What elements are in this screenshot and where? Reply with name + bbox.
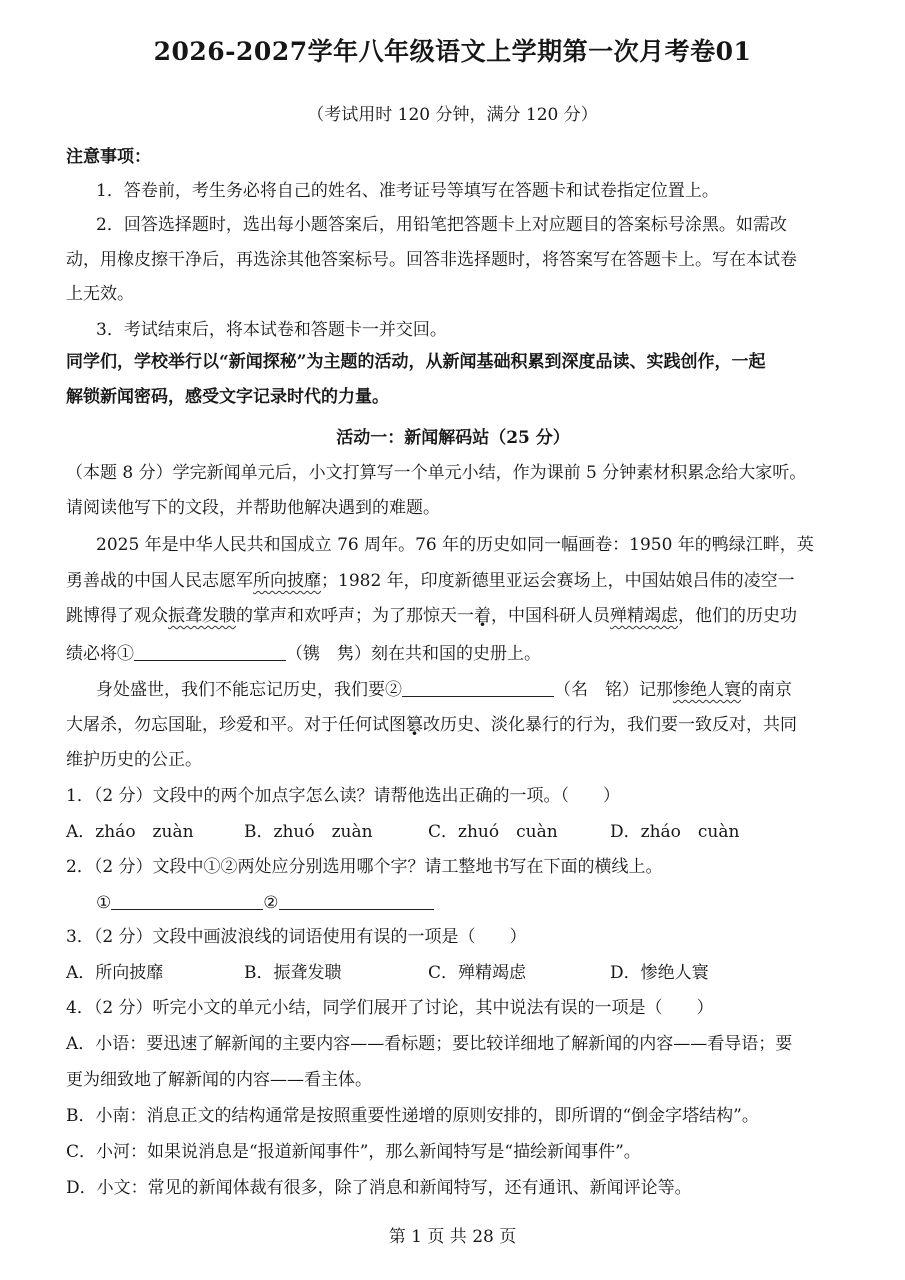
q2-mark-2: ② bbox=[263, 893, 279, 913]
notice-item-2-line-1: 2．回答选择题时，选出每小题答案后，用铅笔把答题卡上对应题目的答案标号涂黑。如需改 bbox=[96, 215, 787, 235]
q2-mark-1: ① bbox=[96, 893, 112, 913]
passage-text: 勇善战的中国人民志愿军 bbox=[66, 571, 253, 591]
q4-option-a-line-2[interactable]: 更为细致地了解新闻的内容——看主体。 bbox=[66, 1070, 372, 1090]
task-line-1: （本题 8 分）学完新闻单元后，小文打算写一个单元小结，作为课前 5 分钟素材积累念给大家听。 bbox=[66, 463, 807, 483]
passage-p2-line-3: 维护历史的公正。 bbox=[66, 750, 202, 770]
notice-item-3: 3．考试结束后，将本试卷和答题卡一并交回。 bbox=[96, 320, 447, 340]
q1-option-a[interactable]: A．zháo zuàn bbox=[66, 822, 194, 842]
passage-text: 改历史、淡化暴行的行为，我们要一致反对，共同 bbox=[423, 715, 797, 735]
passage-text: 的掌声和欢呼声；为了那惊天一 bbox=[236, 606, 474, 626]
passage-text: （名 铭）记那 bbox=[554, 680, 673, 700]
passage-text: 的南京 bbox=[741, 680, 792, 700]
wavy-word-danjingjielv: 殚精竭虑 bbox=[610, 606, 678, 626]
q3-option-d[interactable]: D．惨绝人寰 bbox=[610, 963, 709, 983]
question-1: 1．（2 分）文段中的两个加点字怎么读？请帮他选出正确的一项。（ ） bbox=[66, 786, 621, 806]
notice-item-2-line-3: 上无效。 bbox=[66, 284, 134, 304]
task-line-2: 请阅读他写下的文段，并帮助他解决遇到的难题。 bbox=[66, 498, 440, 518]
question-2-answer-line bbox=[66, 886, 870, 920]
exam-duration-note: （考试用时 120 分钟，满分 120 分） bbox=[307, 105, 598, 125]
passage-p2-line-2 bbox=[66, 708, 840, 742]
q3-option-a[interactable]: A．所向披靡 bbox=[66, 963, 164, 983]
answer-blank-2[interactable] bbox=[402, 674, 554, 697]
notice-item-1: 1．答卷前，考生务必将自己的姓名、准考证号等填写在答题卡和试卷指定位置上。 bbox=[96, 181, 719, 201]
passage-p1-line-4 bbox=[66, 637, 840, 671]
passage-text: 身处盛世，我们不能忘记历史，我们要② bbox=[96, 680, 402, 700]
passage-p1-line-2 bbox=[66, 564, 840, 598]
notice-heading: 注意事项： bbox=[66, 147, 151, 167]
wavy-word-canjuerenhuan: 惨绝人寰 bbox=[673, 680, 741, 700]
dotted-char-zhuo: 着 · bbox=[474, 599, 491, 633]
question-1-options bbox=[66, 815, 840, 849]
intro-line-1: 同学们，学校举行以“新闻探秘”为主题的活动，从新闻基础积累到深度品读、实践创作，一起 bbox=[66, 352, 766, 372]
wavy-word-zhenlongfakui: 振聋发聩 bbox=[168, 606, 236, 626]
q4-option-d[interactable]: D．小文：常见的新闻体裁有很多，除了消息和新闻特写，还有通讯、新闻评论等。 bbox=[66, 1178, 692, 1198]
question-3-options bbox=[66, 956, 840, 990]
passage-text: ，他们的历史功 bbox=[678, 606, 797, 626]
passage-text: 绩必将① bbox=[66, 644, 134, 664]
passage-text: ，中国科研人员 bbox=[491, 606, 610, 626]
dotted-char-cuan: 篡 · bbox=[406, 708, 423, 742]
activity-title: 活动一：新闻解码站（25 分） bbox=[336, 428, 570, 448]
notice-item-2-line-2: 动，用橡皮擦干净后，再选涂其他答案标号。回答非选择题时，将答案写在答题卡上。写在本试卷 bbox=[66, 250, 797, 270]
q4-option-a-line-1[interactable]: A．小语：要迅速了解新闻的主要内容——看标题；要比较详细地了解新闻的内容——看导语；要 bbox=[66, 1034, 793, 1054]
q4-option-b[interactable]: B．小南：消息正文的结构通常是按照重要性递增的原则安排的，即所谓的“倒金字塔结构”。 bbox=[66, 1106, 759, 1126]
q4-option-c[interactable]: C．小河：如果说消息是“报道新闻事件”，那么新闻特写是“描绘新闻事件”。 bbox=[66, 1142, 641, 1162]
exam-title: 2026-2027学年八年级语文上学期第一次月考卷01 bbox=[153, 37, 752, 66]
question-4: 4．（2 分）听完小文的单元小结，同学们展开了讨论，其中说法有误的一项是（ ） bbox=[66, 998, 714, 1018]
wavy-word-suoxiangpimi: 所向披靡 bbox=[253, 571, 321, 591]
passage-p1-line-1: 2025 年是中华人民共和国成立 76 周年。76 年的历史如同一幅画卷：1950 年的鸭绿江畔，英 bbox=[96, 535, 814, 555]
question-2: 2．（2 分）文段中①②两处应分别选用哪个字？请工整地书写在下面的横线上。 bbox=[66, 857, 663, 877]
intro-line-2: 解锁新闻密码，感受文字记录时代的力量。 bbox=[66, 387, 389, 407]
passage-text: （镌 隽）刻在共和国的史册上。 bbox=[286, 644, 541, 664]
q2-answer-blank-1[interactable] bbox=[111, 887, 263, 910]
answer-blank-1[interactable] bbox=[134, 638, 286, 661]
q3-option-b[interactable]: B．振聋发聩 bbox=[244, 963, 342, 983]
passage-text: ；1982 年，印度新德里亚运会赛场上，中国姑娘吕伟的凌空一 bbox=[321, 571, 795, 591]
passage-text: 跳博得了观众 bbox=[66, 606, 168, 626]
passage-text: 大屠杀，勿忘国耻，珍爱和平。对于任何试图 bbox=[66, 715, 406, 735]
q2-answer-blank-2[interactable] bbox=[279, 887, 434, 910]
page-number: 第 1 页 共 28 页 bbox=[388, 1227, 517, 1247]
passage-p1-line-3 bbox=[66, 599, 840, 633]
q1-option-b[interactable]: B．zhuó zuàn bbox=[244, 822, 373, 842]
q1-option-c[interactable]: C．zhuó cuàn bbox=[428, 822, 558, 842]
q1-option-d[interactable]: D．zháo cuàn bbox=[610, 822, 740, 842]
q3-option-c[interactable]: C．殚精竭虑 bbox=[428, 963, 527, 983]
question-3: 3．（2 分）文段中画波浪线的词语使用有误的一项是（ ） bbox=[66, 927, 527, 947]
passage-p2-line-1 bbox=[66, 673, 870, 707]
